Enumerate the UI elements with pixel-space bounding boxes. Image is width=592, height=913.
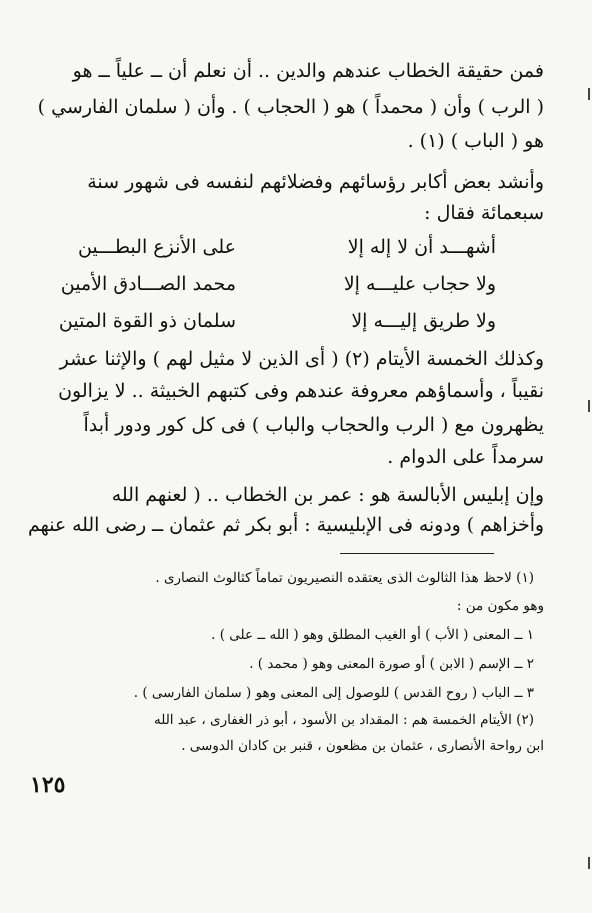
body-line: سرمداً على الدوام . [387, 446, 544, 468]
footnote-line: (١) لاحظ هذا الثالوث الذى يعتقده النصيريون تماماً كثالوث النصارى . [155, 570, 534, 586]
footnote-item: ٣ ــ الباب ( روح القدس ) للوصول إلى المعنى وهو ( سلمان الفارسى ) . [133, 685, 534, 701]
verse-first-hemistich: ولا حجاب عليـــه إلا [343, 273, 496, 295]
footnote-item: ٢ ــ الإسم ( الابن ) أو صورة المعنى وهو ( محمد ) . [249, 656, 534, 672]
footnote-line: (٢) الأيتام الخمسة هم : المقداد بن الأسود ، أبو ذر الغفارى ، عبد الله [153, 712, 534, 728]
footnote-line: وهو مكون من : [456, 598, 544, 614]
body-line: سبعمائة فقال : [424, 202, 544, 224]
verse-second-hemistich: على الأنزع البطـــين [77, 236, 236, 258]
verse-first-hemistich: ولا طريق إليـــه إلا [351, 310, 496, 332]
body-line: وكذلك الخمسة الأيتام (٢) ( أى الذين لا مثيل لهم ) والإثنا عشر [59, 348, 544, 370]
scan-edge-mark [588, 88, 590, 100]
body-line: وإن إبليس الأبالسة هو : عمر بن الخطاب .. ( لعنهم الله [111, 484, 544, 506]
verse-second-hemistich: محمد الصـــادق الأمين [60, 273, 236, 295]
verse-first-hemistich: أشهـــد أن لا إله إلا [347, 236, 496, 258]
page-number: ١٢٥ [30, 772, 66, 798]
scan-edge-mark [588, 400, 590, 412]
body-line: فمن حقيقة الخطاب عندهم والدين .. أن نعلم أن ــ علياً ــ هو [72, 60, 544, 82]
footnote-line: ابن رواحة الأنصارى ، عثمان بن مظعون ، قنبر بن كادان الدوسى . [181, 738, 544, 754]
body-line: نقيباً ، وأسماؤهم معروفة عندهم وفى كتبهم الخبيثة .. لا يزالون [58, 380, 544, 402]
body-line: ( الرب ) وأن ( محمداً ) هو ( الحجاب ) . وأن ( سلمان الفارسي ) [37, 96, 544, 118]
footnote-separator [340, 553, 494, 554]
body-line: هو ( الباب ) (١) . [407, 130, 544, 152]
body-line: وأنشد بعض أكابر رؤسائهم وفضلائهم لنفسه فى شهور سنة [87, 171, 544, 193]
body-line: يظهرون مع ( الرب والحجاب والباب ) فى كل كور ودور أبداً [83, 414, 544, 436]
footnote-item: ١ ــ المعنى ( الأب ) أو الغيب المطلق وهو ( الله ــ على ) . [211, 627, 534, 643]
scan-edge-mark [588, 857, 590, 869]
verse-second-hemistich: سلمان ذو القوة المتين [58, 310, 236, 332]
body-line: وأخزاهم ) ودونه فى الإبليسية : أبو بكر ثم عثمان ــ رضى الله عنهم [28, 515, 544, 536]
